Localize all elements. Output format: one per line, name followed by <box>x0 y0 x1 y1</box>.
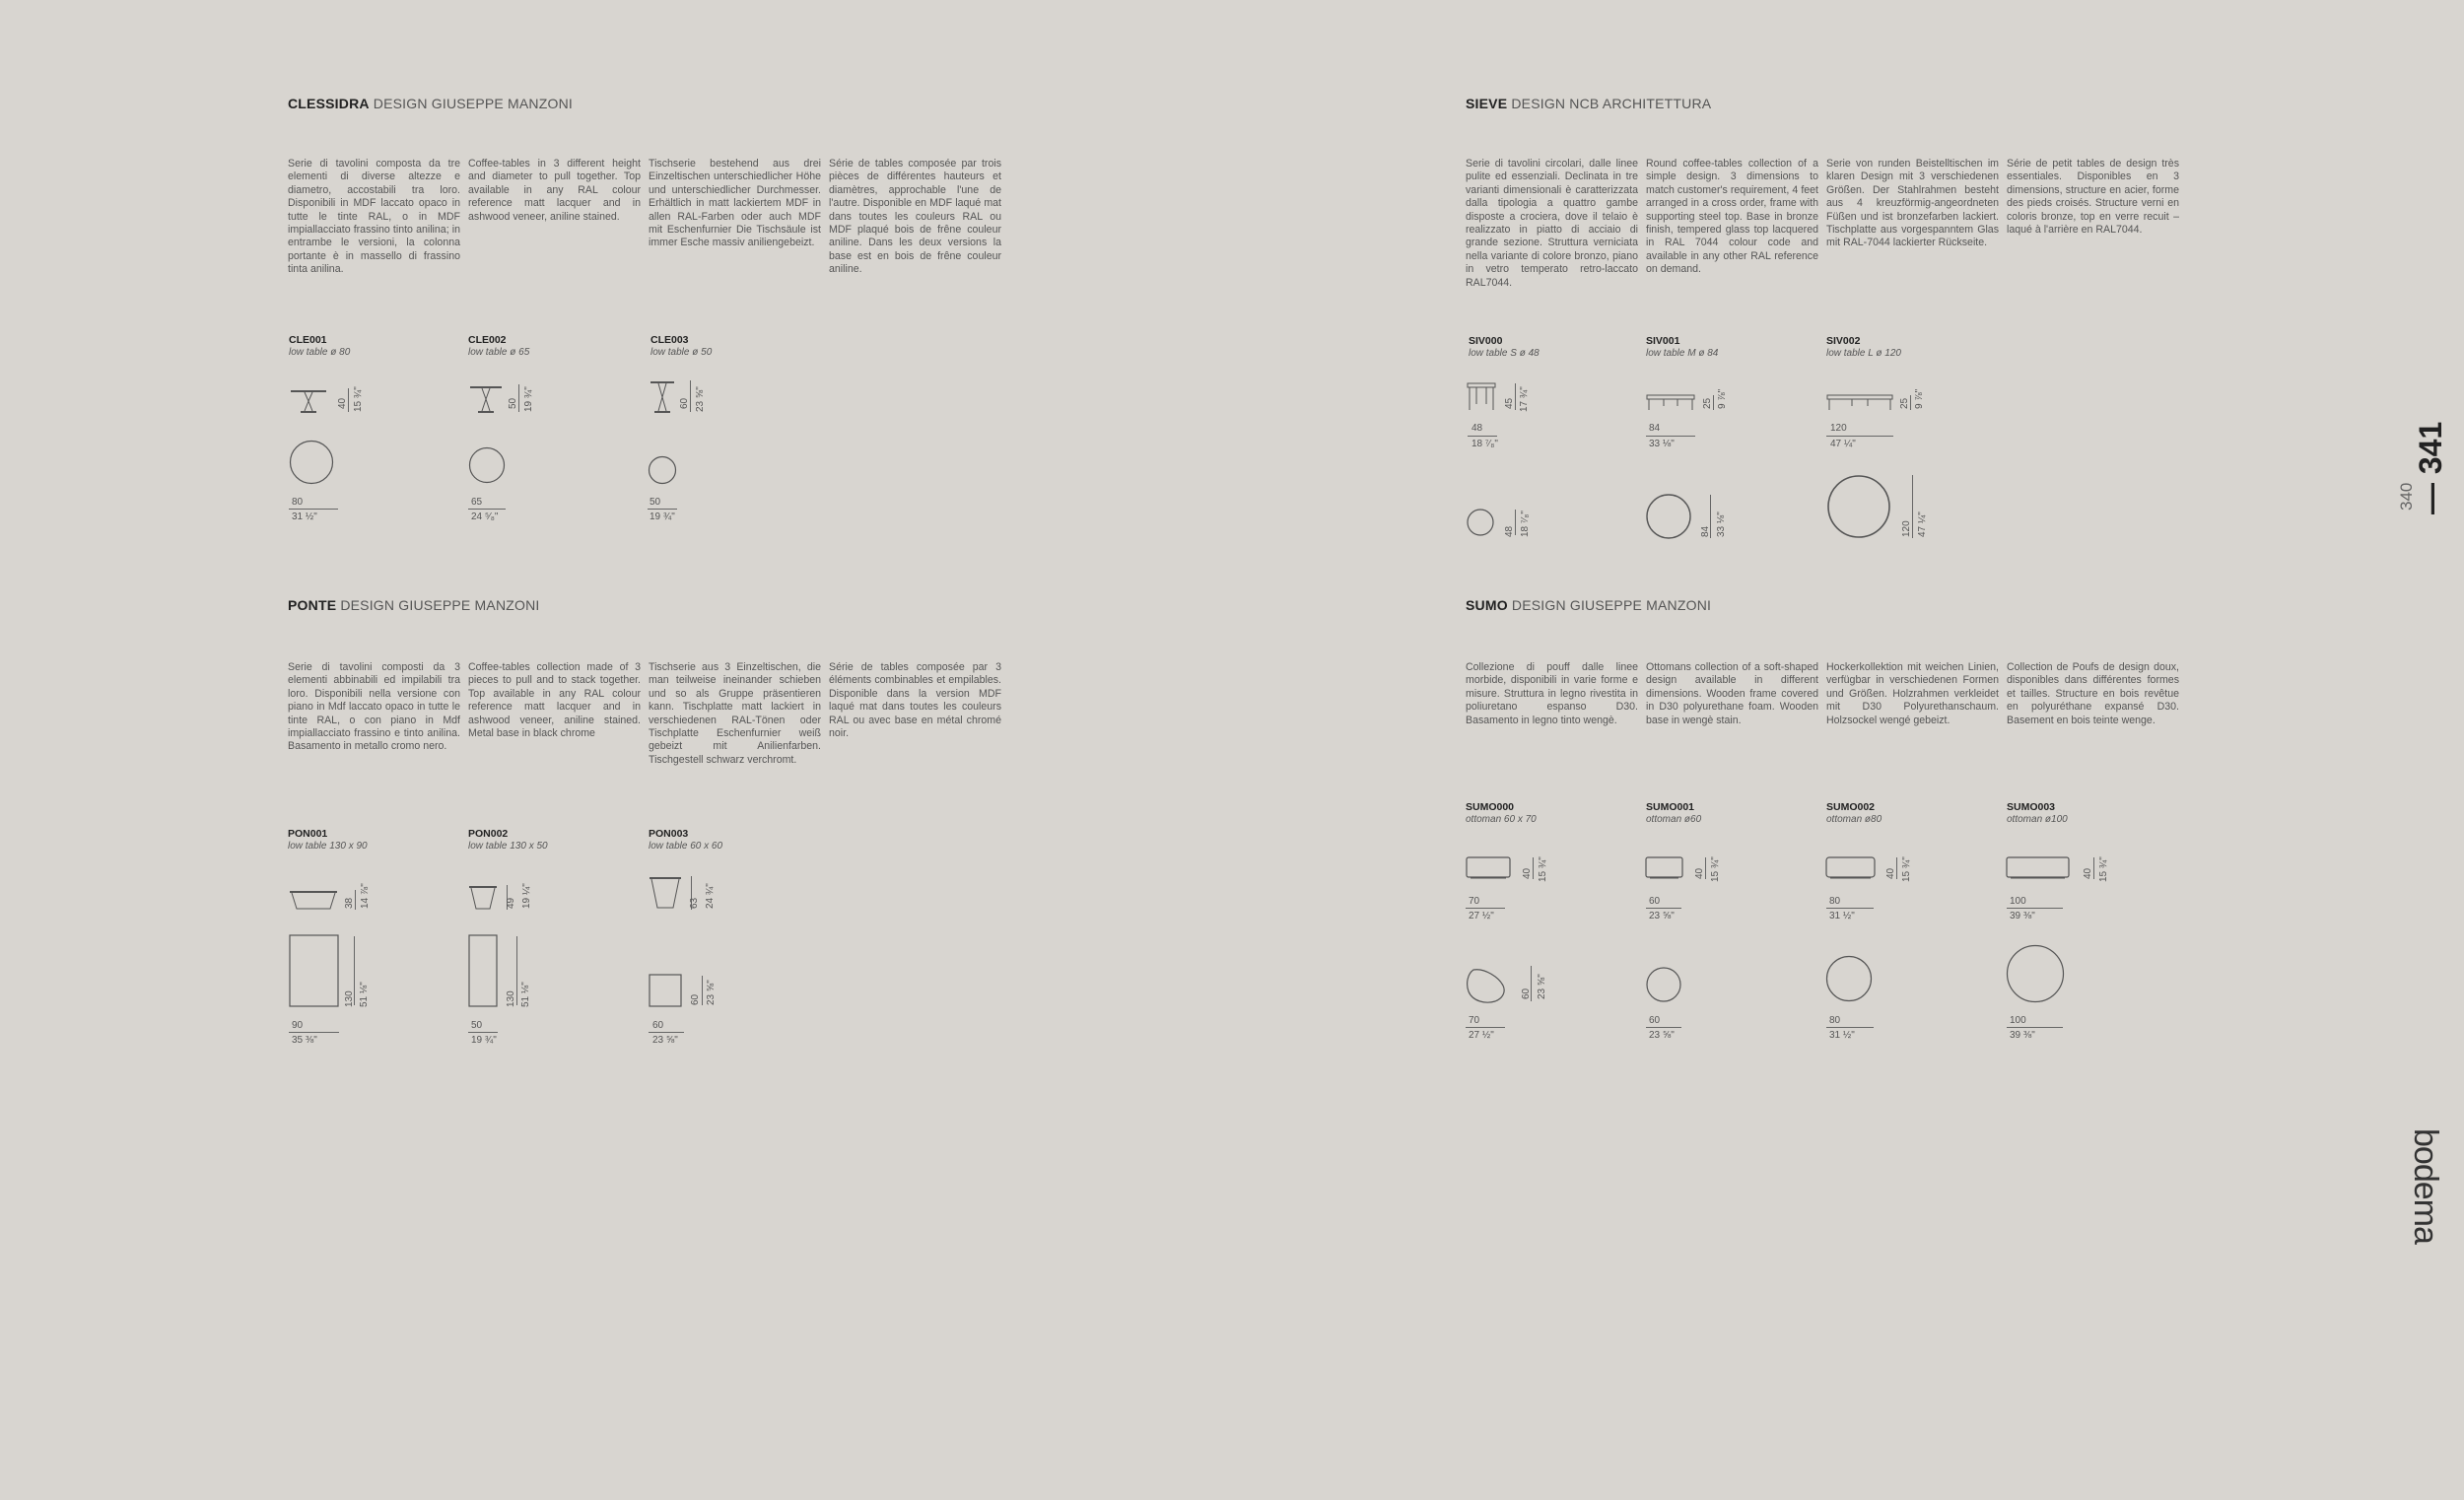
diameter-cm: 80 <box>292 497 304 508</box>
diameter-in: 19 ¾" <box>650 511 675 522</box>
width-in: 18 ⁷⁄₈" <box>1472 439 1498 449</box>
height-cm: 25 <box>1899 397 1910 409</box>
product-desc: low table 60 x 60 <box>649 841 723 852</box>
product-code: PON001 <box>288 828 328 840</box>
width-cm: 100 <box>2010 896 2026 907</box>
text-fr: Collection de Poufs de design doux, disponibles dans différentes formes et tailles. Structure en bois revêtue en polyuréthane expansé D30. Basement en bois teinte wenge. <box>2007 661 2179 726</box>
product-code: SUMO003 <box>2007 801 2056 813</box>
depth-cm: 70 <box>1469 1015 1480 1026</box>
section-designer: DESIGN GIUSEPPE MANZONI <box>1511 597 1712 613</box>
top-view-drawing <box>1466 966 1507 1005</box>
length-cm: 130 <box>344 990 355 1007</box>
width-cm: 50 <box>471 1020 483 1031</box>
product-pon003 <box>649 828 722 852</box>
section-title-clessidra <box>288 96 573 111</box>
height-cm: 45 <box>1504 397 1515 409</box>
height-in: 15 ¾" <box>353 386 364 412</box>
width-cm: 84 <box>1649 423 1661 434</box>
side-view-drawing <box>289 889 338 913</box>
length-in: 51 ⅛" <box>520 982 531 1007</box>
height-in: 15 ¾" <box>1901 856 1912 882</box>
product-code: PON002 <box>468 828 509 840</box>
page-number-left: 340 <box>2397 482 2416 511</box>
product-desc: low table 130 x 50 <box>468 841 548 852</box>
height-cm: 38 <box>344 897 355 909</box>
section-title-sieve <box>1466 96 1711 111</box>
section-designer: DESIGN GIUSEPPE MANZONI <box>373 96 573 111</box>
height-in: 17 ¾" <box>1519 386 1530 412</box>
width-cm: 90 <box>292 1020 304 1031</box>
product-code: SUMO000 <box>1466 801 1515 813</box>
text-it: Collezione di pouff dalle linee morbide, disponibili in varie forme e misure. Struttura in legno rivestita in poliuretano espanso D30. Basamento in legno tinto wengè. <box>1466 661 1638 726</box>
product-siv001 <box>1646 335 1718 360</box>
section-title-ponte <box>288 597 540 613</box>
text-de: Hockerkollektion mit weichen Linien, verfügbar in verschiedenen Formen und Größen. Holzrahmen verkleidet mit D30 Polyurethanschaum. Holzsockel wengé gebeizt. <box>1826 661 1999 726</box>
product-code: SIV000 <box>1469 335 1503 347</box>
width-in: 39 ⅜" <box>2010 911 2035 921</box>
diameter-in: 24 ⁵⁄₈" <box>471 511 499 522</box>
diameter-cm: 84 <box>1700 525 1711 537</box>
height-in: 9 ⅞" <box>1717 388 1728 409</box>
top-view-drawing <box>649 974 682 1007</box>
top-view-drawing <box>1825 955 1873 1002</box>
height-cm: 40 <box>1694 867 1705 879</box>
diameter-cm: 80 <box>1829 1015 1841 1026</box>
side-view-drawing <box>1825 856 1877 882</box>
width-in: 23 ⅝" <box>652 1035 678 1046</box>
section-designer: DESIGN GIUSEPPE MANZONI <box>340 597 540 613</box>
top-view-drawing <box>1645 493 1692 540</box>
height-cm: 40 <box>337 397 348 409</box>
diameter-in: 31 ½" <box>292 511 317 522</box>
side-view-drawing <box>468 383 504 415</box>
text-de: Serie von runden Beistelltischen im klaren Design mit 3 verschiedenen Größen. Der Stahlrahmen besteht aus 4 kreuzförmig-angeordneten Füßen und ist bronzefarben lackiert. Tischplatte aus vorgespanntem Glas mit RAL-7044 lackierter Rückseite. <box>1826 158 1999 249</box>
width-cm: 70 <box>1469 896 1480 907</box>
product-code: CLE002 <box>468 334 507 346</box>
text-en: Coffee-tables in 3 different height and diameter to pull together. Top available in any RAL colour reference matt lacquer and in ashwood veneer, aniline stained. <box>468 158 641 223</box>
top-view-drawing <box>468 446 506 484</box>
height-in: 19 ¾" <box>523 386 534 412</box>
length-in: 23 ⅝" <box>706 980 717 1005</box>
width-in: 23 ⅝" <box>1649 911 1675 921</box>
product-pon002 <box>468 828 548 852</box>
top-view-drawing <box>468 934 498 1007</box>
diameter-cm: 48 <box>1504 525 1515 537</box>
width-in: 19 ¾" <box>471 1035 497 1046</box>
side-view-drawing <box>649 379 676 415</box>
diameter-cm: 50 <box>650 497 661 508</box>
text-fr: Série de tables composée par trois pièces de différentes hauteurs et diamètres, approchable l'une de l'autre. Disponible en MDF laqué mat dans toutes les couleurs RAL ou MDF plaqué bois de frêne couleur aniline. Dans les deux versions la base est en bois de frêne couleur aniline. <box>829 158 1001 276</box>
diameter-cm: 65 <box>471 497 483 508</box>
height-cm: 25 <box>1702 397 1713 409</box>
section-name: SIEVE <box>1466 96 1508 111</box>
height-in: 15 ¾" <box>1710 856 1721 882</box>
height-in: 15 ¾" <box>2098 856 2109 882</box>
diameter-in: 33 ⅛" <box>1716 511 1727 537</box>
product-sumo003 <box>2007 801 2068 826</box>
width-in: 31 ½" <box>1829 911 1855 921</box>
height-cm: 60 <box>679 397 690 409</box>
product-pon001 <box>288 828 368 852</box>
product-siv000 <box>1469 335 1540 360</box>
product-desc: low table ø 65 <box>468 347 530 358</box>
height-in: 15 ¾" <box>1538 856 1548 882</box>
product-desc: low table M ø 84 <box>1646 348 1719 359</box>
product-siv002 <box>1826 335 1901 360</box>
length-in: 51 ⅛" <box>359 982 370 1007</box>
side-view-drawing <box>2006 856 2071 882</box>
product-sumo000 <box>1466 801 1537 826</box>
product-cle001 <box>289 334 350 359</box>
width-in: 27 ½" <box>1469 911 1494 921</box>
page-number-right: — 341 <box>2413 421 2448 514</box>
text-fr: Série de tables composée par 3 éléments combinables et empilables. Disponible dans la version MDF laqué mat dans toutes les couleurs RAL ou avec base en métal chromé noir. <box>829 661 1001 740</box>
product-desc: low table ø 50 <box>650 347 713 358</box>
width-cm: 60 <box>652 1020 664 1031</box>
width-cm: 48 <box>1472 423 1483 434</box>
section-title-sumo <box>1466 597 1711 613</box>
top-view-drawing <box>648 455 677 485</box>
height-cm: 40 <box>1885 867 1896 879</box>
width-cm: 120 <box>1830 423 1847 434</box>
product-desc: low table ø 80 <box>289 347 351 358</box>
section-name: CLESSIDRA <box>288 96 370 111</box>
height-in: 23 ⅝" <box>695 386 706 412</box>
diameter-in: 31 ½" <box>1829 1030 1855 1041</box>
diameter-in: 47 ¼" <box>1917 511 1928 537</box>
side-view-drawing <box>468 884 498 912</box>
text-de: Tischserie bestehend aus drei Einzeltischen unterschiedlicher Höhe und unterschiedlicher Durchmesser. Erhältlich in matt lackiertem MDF in allen RAL-Farben oder auch MDF mit Eschenfurnier Die Tischsäule ist immer Esche massiv aniliengebeizt. <box>649 158 821 249</box>
product-code: SUMO001 <box>1646 801 1695 813</box>
height-cm: 50 <box>508 397 518 409</box>
diameter-in: 18 ⁷⁄₈" <box>1520 511 1531 537</box>
text-en: Round coffee-tables collection of a simple design. 3 dimensions to match customer's requirement, 4 feet arranged in a cross order, frame with supporting steel top. Base in bronze finish, tempered glass top lacquered in RAL 7044 colour code and available in any other RAL reference on demand. <box>1646 158 1818 276</box>
product-code: SUMO002 <box>1826 801 1876 813</box>
text-en: Ottomans collection of a soft-shaped design available in different dimensions. Wooden frame covered in D30 polyurethane foam. Wooden base in wengè stain. <box>1646 661 1818 726</box>
top-view-drawing <box>1826 474 1891 539</box>
section-designer: DESIGN NCB ARCHITETTURA <box>1511 96 1712 111</box>
top-view-drawing <box>1466 508 1495 537</box>
text-fr: Série de petit tables de design très essentiales. Disponibles en 3 dimensions, structure en acier, forme des pieds croisés. Structure verni en coloris bronze, top en verre recuit – laqué à l'arrière en RAL7044. <box>2007 158 2179 237</box>
side-view-drawing <box>1645 856 1684 882</box>
height-cm: 49 <box>506 897 516 909</box>
depth-in: 27 ½" <box>1469 1030 1494 1041</box>
product-sumo001 <box>1646 801 1701 826</box>
product-cle002 <box>468 334 529 359</box>
product-code: SIV001 <box>1646 335 1680 347</box>
product-desc: low table S ø 48 <box>1469 348 1540 359</box>
length-in: 23 ⅝" <box>1537 974 1547 999</box>
width-cm: 80 <box>1829 896 1841 907</box>
product-cle003 <box>650 334 712 359</box>
text-it: Serie di tavolini composta da tre elementi di diverse altezze e diametro, accostabili tra loro. Disponibili in MDF laccato opaco in tutte le tinte RAL, o in MDF impiallacciato frassino tinto anilina; in entrambe le versioni, la colonna portante è in massello di frassino tinta anilina. <box>288 158 460 276</box>
height-cm: 63 <box>689 897 700 909</box>
height-in: 9 ⅞" <box>1914 388 1925 409</box>
text-it: Serie di tavolini circolari, dalle linee pulite ed essenziali. Declinata in tre varianti dimensionali è caratterizzata dalla tipologia a quattro gambe disposte a crociera, dove il telaio è realizzato in piatto di acciaio di grande sezione. Struttura verniciata nella variante di colore bronzo, piano in vetro temperato retro-laccato RAL7044. <box>1466 158 1638 289</box>
length-cm: 60 <box>690 993 701 1005</box>
section-name: PONTE <box>288 597 337 613</box>
text-it: Serie di tavolini composti da 3 elementi abbinabili ed impilabili tra loro. Disponibili nella versione con piano in Mdf laccato opaco in tutte le tinte RAL, o con piano in Mdf impiallacciato frassino e tinto anilina. Basamento in metallo cromo nero. <box>288 661 460 753</box>
text-de: Tischserie aus 3 Einzeltischen, die man teilweise ineinander schieben und so als Gruppe präsentieren kann. Tischplatte matt lackiert in verschiedenen RAL-Tönen oder Tischplatte Eschenfurnier weiß gebeizt mit Anilienfarben. Tischgestell schwarz verchromt. <box>649 661 821 766</box>
length-cm: 60 <box>1521 988 1532 999</box>
height-in: 24 ¾" <box>705 883 716 909</box>
side-view-drawing <box>289 387 328 415</box>
side-view-drawing <box>1646 394 1695 412</box>
product-desc: ottoman ø80 <box>1826 814 1882 825</box>
height-in: 19 ¼" <box>521 883 532 909</box>
length-cm: 130 <box>506 990 516 1007</box>
diameter-in: 23 ⅝" <box>1649 1030 1675 1041</box>
width-in: 47 ¼" <box>1830 439 1856 449</box>
product-code: CLE001 <box>289 334 327 346</box>
top-view-drawing <box>289 440 334 485</box>
side-view-drawing <box>649 875 682 911</box>
side-view-drawing <box>1467 382 1496 412</box>
text-en: Coffee-tables collection made of 3 pieces to pull and to stack together. Top available in any RAL colour reference matt lacquer and in ashwood veneer, aniline stained. Metal base in black chrome <box>468 661 641 740</box>
product-desc: low table 130 x 90 <box>288 841 368 852</box>
diameter-cm: 100 <box>2010 1015 2026 1026</box>
product-sumo002 <box>1826 801 1882 826</box>
product-desc: ottoman 60 x 70 <box>1466 814 1537 825</box>
product-code: CLE003 <box>650 334 689 346</box>
product-code: SIV002 <box>1826 335 1861 347</box>
product-code: PON003 <box>649 828 689 840</box>
diameter-cm: 60 <box>1649 1015 1661 1026</box>
product-desc: low table L ø 120 <box>1826 348 1901 359</box>
top-view-drawing <box>289 934 339 1007</box>
diameter-in: 39 ⅜" <box>2010 1030 2035 1041</box>
section-name: SUMO <box>1466 597 1508 613</box>
top-view-drawing <box>1645 966 1682 1003</box>
height-cm: 40 <box>2083 867 2093 879</box>
diameter-cm: 120 <box>1901 520 1912 537</box>
height-in: 14 ⅞" <box>360 883 371 909</box>
product-desc: ottoman ø60 <box>1646 814 1702 825</box>
side-view-drawing <box>1466 856 1511 882</box>
width-cm: 60 <box>1649 896 1661 907</box>
side-view-drawing <box>1826 394 1893 412</box>
brand-logo: bodema <box>2407 1128 2444 1244</box>
product-desc: ottoman ø100 <box>2007 814 2068 825</box>
width-in: 33 ⅛" <box>1649 439 1675 449</box>
height-cm: 40 <box>1522 867 1533 879</box>
top-view-drawing <box>2006 944 2065 1003</box>
width-in: 35 ⅜" <box>292 1035 317 1046</box>
